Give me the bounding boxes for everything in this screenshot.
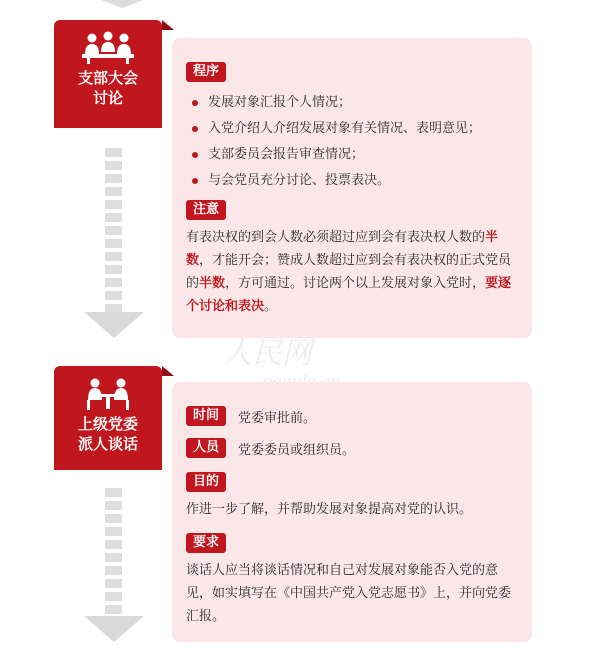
procedure-tag: 程序 [186, 62, 226, 82]
time-row [186, 406, 516, 426]
stage-branch-meeting [0, 20, 602, 340]
stage-party-talk [0, 366, 602, 648]
stage-card-talk [172, 382, 532, 642]
purpose-tag: 目的 [186, 472, 226, 492]
requirement-text: 谈话人应当将谈话情况和自己对发展对象能否入党的意见，如实填写在《中国共产党入党志愿书》上，并向党委汇报。 [186, 563, 512, 624]
talk-icon [54, 376, 162, 410]
list-item: 支部委员会报告审查情况； [192, 142, 516, 168]
top-arrow-head [101, 0, 143, 8]
time-tag: 时间 [186, 406, 226, 426]
note-highlight: 半数 [199, 276, 226, 291]
requirement-tag: 要求 [186, 533, 226, 553]
note-highlight: 半数 [186, 230, 499, 268]
note-segment: ，才能开会；赞成人数超过应到会有表决权的正式党员的 [186, 253, 512, 291]
person-value: 党委委员或组织员。 [238, 442, 356, 458]
stage-card-meeting [172, 38, 532, 338]
watermark-text: 人民网 [222, 336, 312, 371]
note-text [186, 226, 516, 318]
note-tag: 注意 [186, 200, 226, 220]
flow-arrow-down [84, 148, 144, 338]
procedure-list [192, 90, 516, 194]
list-item: 发展对象汇报个人情况； [192, 90, 516, 116]
person-tag: 人员 [186, 438, 226, 458]
flow-arrow-down [84, 488, 144, 642]
note-segment: 有表决权的到会人数必须超过应到会有表决权人数的 [186, 230, 486, 245]
stage-title: 上级党委 派人谈话 [77, 415, 138, 453]
stage-title: 支部大会 讨论 [77, 69, 138, 107]
list-item: 与会党员充分讨论、投票表决。 [192, 168, 516, 194]
note-segment: 。 [264, 299, 278, 314]
purpose-text: 作进一步了解，并帮助发展对象提高对党的认识。 [186, 502, 473, 517]
list-item: 入党介绍人介绍发展对象有关情况、表明意见； [192, 116, 516, 142]
stage-badge-talk [54, 366, 162, 470]
stage-badge-meeting [54, 20, 162, 128]
time-value: 党委审批前。 [238, 410, 317, 426]
person-row [186, 438, 516, 458]
meeting-icon [54, 30, 162, 64]
note-segment: ，方可通过。讨论两个以上发展对象入党时， [225, 276, 486, 291]
note-highlight: 要逐个讨论和表决 [186, 276, 512, 314]
